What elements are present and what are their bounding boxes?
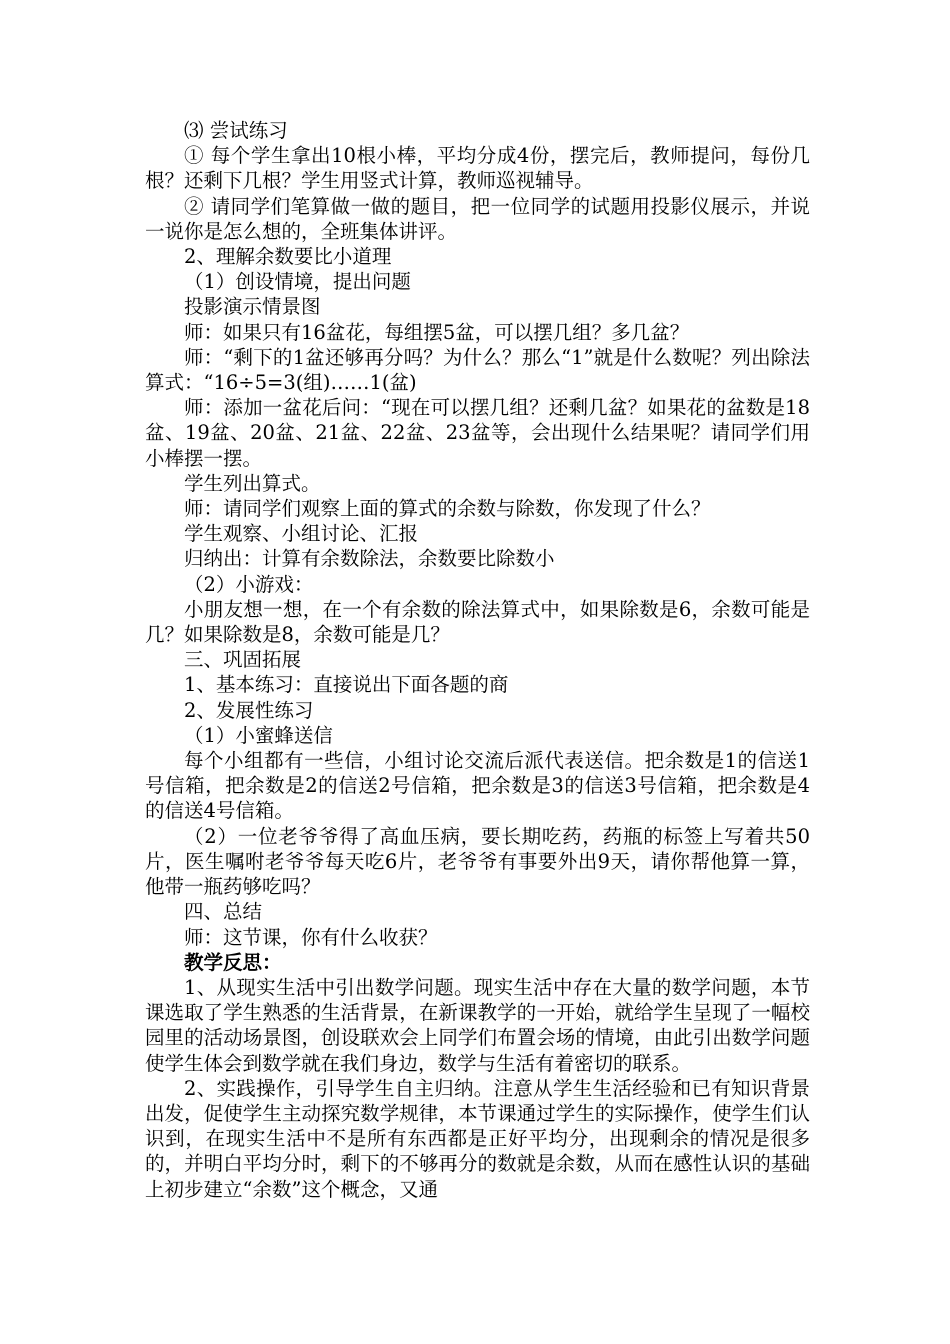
document-page [145, 118, 810, 1202]
paragraph-grandpa-medicine: （2）一位老爷爷得了高血压病，要长期吃药，药瓶的标签上写着共50片，医生嘱咐老爷爷每天吃6片，老爷爷有事要外出9天，请你帮他算一算，他带一瓶药够吃吗？ [145, 824, 810, 899]
paragraph-mini-game-question: 小朋友想一想，在一个有余数的除法算式中，如果除数是6，余数可能是几？如果除数是8，余数可能是几？ [145, 597, 810, 647]
paragraph-trial-practice-1: ① 每个学生拿出10根小棒，平均分成4份，摆完后，教师提问，每份几根？还剩下几根？学生用竖式计算，教师巡视辅导。 [145, 144, 810, 193]
paragraph-teacher-add-pot: 师：添加一盆花后问：“现在可以摆几组？还剩几盆？如果花的盆数是18盆、19盆、20盆、21盆、22盆、23盆等，会出现什么结果呢？请同学们用小棒摆一摆。 [145, 396, 810, 470]
paragraph-section-consolidate: 三、巩固拓展 [184, 648, 302, 672]
paragraph-students-discuss: 学生观察、小组讨论、汇报 [184, 522, 419, 546]
paragraph-trial-practice-2: ② 请同学们笔算做一做的题目，把一位同学的试题用投影仪展示，并说一说你是怎么想的，全班集体讲评。 [145, 194, 810, 243]
paragraph-mini-game: （2）小游戏： [184, 572, 314, 596]
paragraph-reflection-2: 2、实践操作，引导学生自主归纳。注意从学生生活经验和已有知识背景出发，促使学生主动探究数学规律，本节课通过学生的实际操作，使学生们认识到，在现实生活中不是所有东西都是正好平均分，出现剩余的情况是很多的，并明白平均分时，剩下的不够再分的数就是余数，从而在感性认识的基础上初步建立“余数”这个概念，又通 [145, 1076, 810, 1201]
paragraph-reflection-1: 1、从现实生活中引出数学问题。现实生活中存在大量的数学问题，本节课选取了学生熟悉的生活背景，在新课教学的一开始，就给学生呈现了一幅校园里的活动场景图，创设联欢会上同学们布置会场的情境，由此引出数学问题使学生体会到数学就在我们身边，数学与生活有着密切的联系。 [145, 975, 810, 1075]
paragraph-teacher-gains: 师：这节课，你有什么收获？ [184, 925, 438, 949]
paragraph-bee-letters-detail: 每个小组都有一些信，小组讨论交流后派代表送信。把余数是1的信送1号信箱，把余数是2的信送2号信箱，把余数是3的信送3号信箱，把余数是4的信送4号信箱。 [145, 749, 810, 823]
paragraph-section-summary: 四、总结 [184, 900, 263, 924]
paragraph-conclusion: 归纳出：计算有余数除法，余数要比除数小 [184, 547, 555, 571]
paragraph-teacher-remainder-question: 师：“剩下的1盆还够再分吗？为什么？那么“1”就是什么数呢？列出除法算式：“16÷5=3(组)……1(盆) [145, 345, 810, 395]
paragraph-section-remainder: 2、理解余数要比小道理 [184, 245, 392, 269]
paragraph-teaching-reflection-heading: 教学反思： [184, 950, 282, 974]
paragraph-bee-letters: （1）小蜜蜂送信 [184, 723, 333, 747]
paragraph-developmental-practice: 2、发展性练习 [184, 698, 314, 722]
paragraph-students-list: 学生列出算式。 [184, 471, 321, 495]
paragraph-teacher-16-pots: 师：如果只有16盆花，每组摆5盆，可以摆几组？多几盆？ [184, 320, 690, 344]
paragraph-projection: 投影演示情景图 [184, 295, 321, 319]
paragraph-create-scenario: （1）创设情境，提出问题 [184, 270, 411, 294]
paragraph-basic-practice: 1、基本练习：直接说出下面各题的商 [184, 673, 509, 697]
paragraph-trial-practice-heading: ⑶ 尝试练习 [184, 119, 288, 142]
paragraph-teacher-observe: 师：请同学们观察上面的算式的余数与除数，你发现了什么？ [184, 497, 711, 521]
